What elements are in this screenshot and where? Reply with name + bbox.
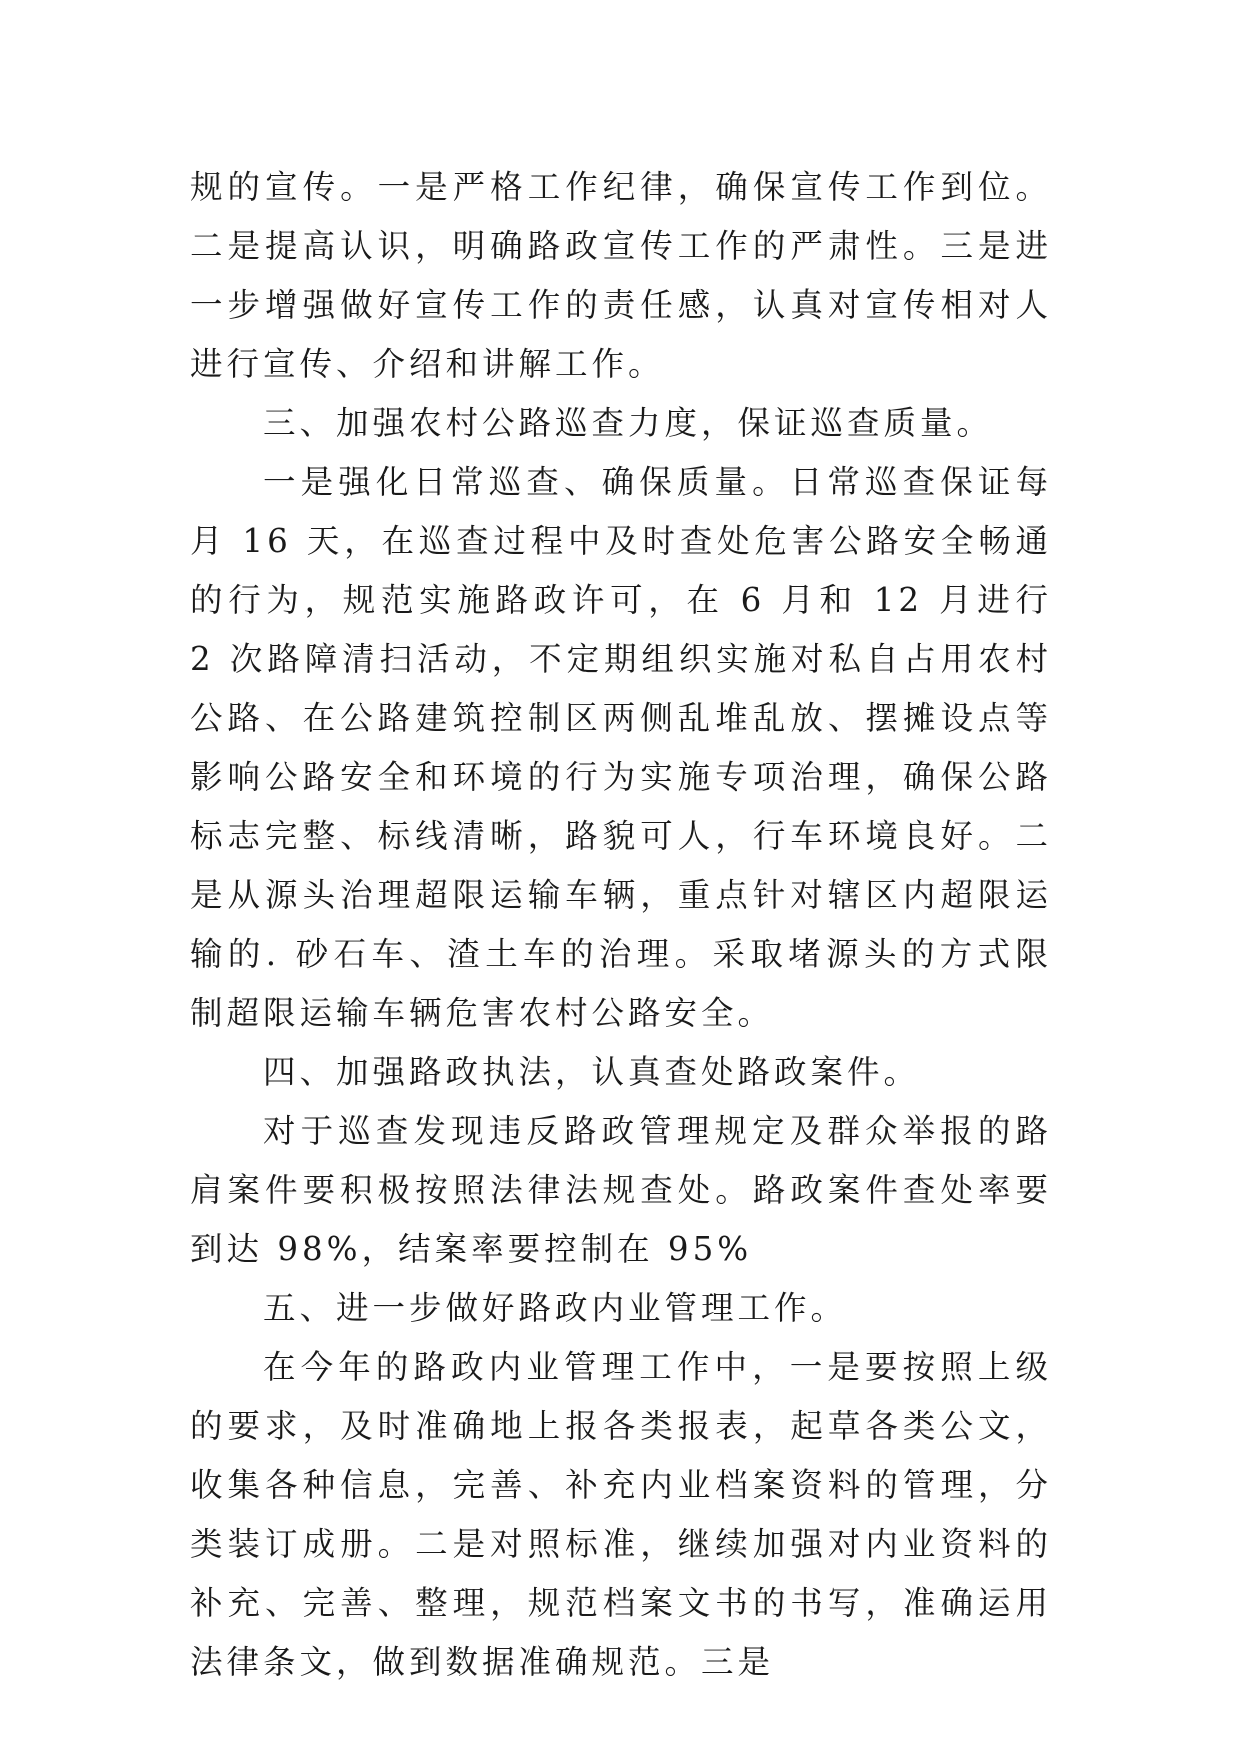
section-heading-4: 四、加强路政执法，认真查处路政案件。	[263, 1053, 921, 1091]
paragraph-1: 规的宣传。一是严格工作纪律，确保宣传工作到位。二是提高认识，明确路政宣传工作的严肃性。三是进一步增强做好宣传工作的责任感，认真对宣传相对人进行宣传、介绍和讲解工作。	[190, 168, 1052, 383]
paragraph-internal-management: 在今年的路政内业管理工作中，一是要按照上级的要求，及时准确地上报各类报表，起草各类公文，收集各种信息，完善、补充内业档案资料的管理，分类装订成册。二是对照标准，继续加强对内业资料的补充、完善、整理，规范档案文书的书写，准确运用法律条文，做到数据准确规范。三是	[190, 1348, 1052, 1681]
section-heading-3: 三、加强农村公路巡查力度，保证巡查质量。	[263, 404, 994, 442]
document-body	[190, 158, 1052, 1692]
paragraph-patrol: 一是强化日常巡查、确保质量。日常巡查保证每月 16 天，在巡查过程中及时查处危害公路安全畅通的行为，规范实施路政许可，在 6 月和 12 月进行 2 次路障清扫活动，不定期组织实施对私自占用农村公路、在公路建筑控制区两侧乱堆乱放、摆摊设点等影响公路安全和环境的行为实施专项治理，确保公路标志完整、标线清晰，路貌可人，行车环境良好。二是从源头治理超限运输车辆，重点针对辖区内超限运输的. 砂石车、渣土车的治理。采取堵源头的方式限制超限运输车辆危害农村公路安全。	[190, 463, 1052, 1032]
section-heading-5: 五、进一步做好路政内业管理工作。	[263, 1289, 848, 1327]
paragraph-enforcement: 对于巡查发现违反路政管理规定及群众举报的路肩案件要积极按照法律法规查处。路政案件查处率要到达 98%，结案率要控制在 95%	[190, 1112, 1052, 1268]
